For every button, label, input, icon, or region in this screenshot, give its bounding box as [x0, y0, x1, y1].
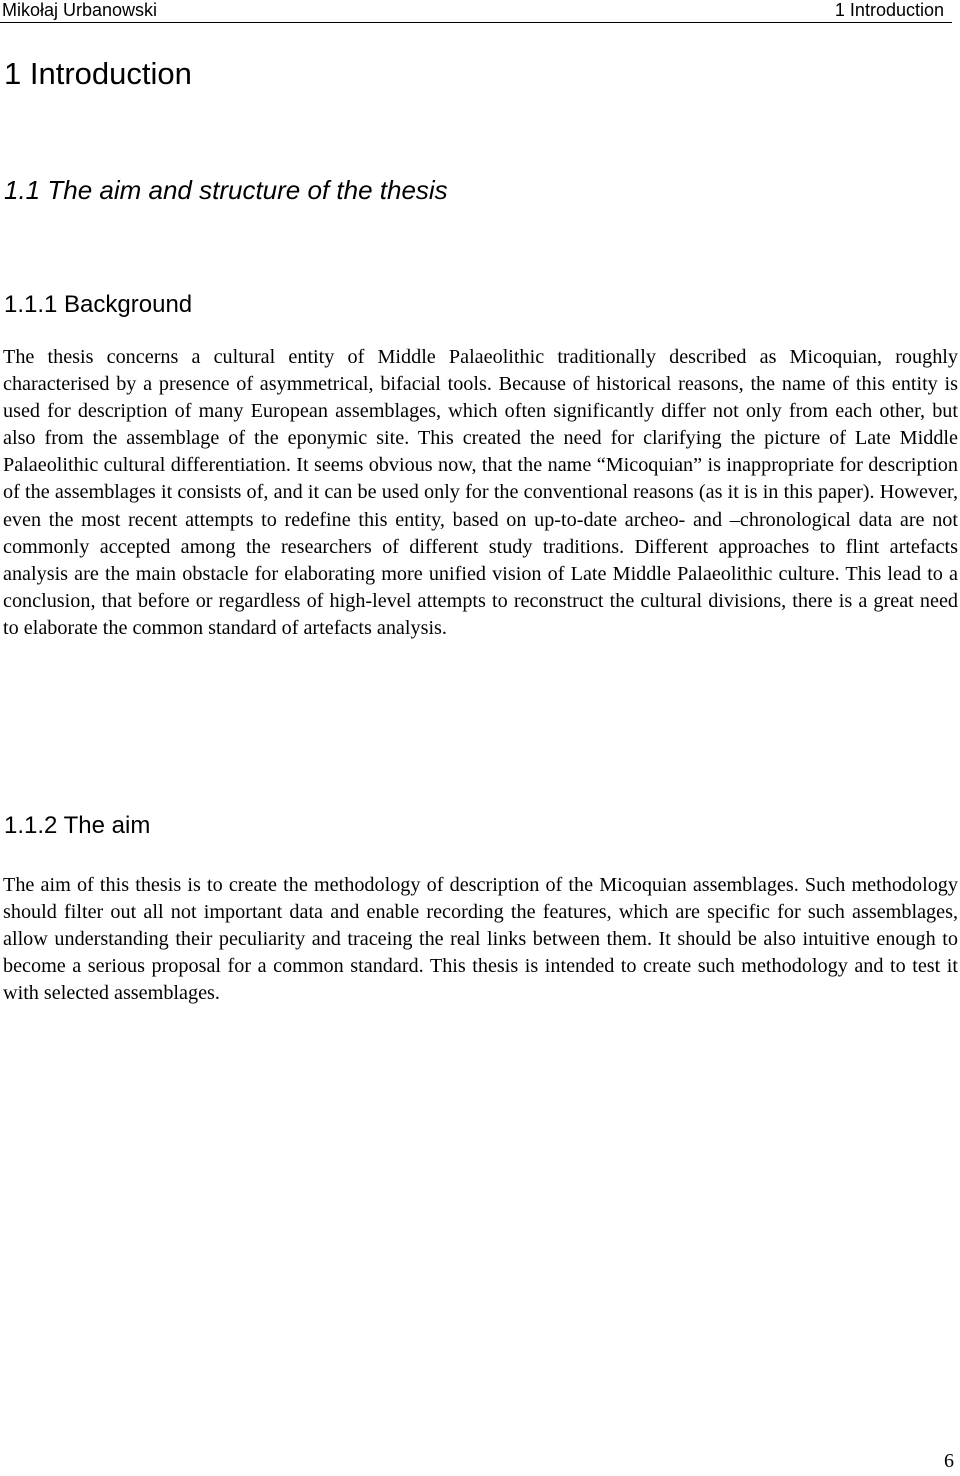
running-header [0, 0, 952, 23]
section-heading: 1.1 The aim and structure of the thesis [4, 175, 448, 205]
header-author: Mikołaj Urbanowski [2, 0, 158, 20]
paragraph-aim: The aim of this thesis is to create the methodology of description of the Micoquian assemblages. Such methodology should filter out all not important data and enable recording the features, which are specific for such assemblages, allow understanding their peculiarity and traceing the real links between them. It should be also intuitive enough to become a serious proposal for a common standard. This thesis is intended to create such methodology and to test it with selected assemblages. [3, 874, 958, 1005]
subsection-heading-background: 1.1.1 Background [4, 291, 193, 318]
subsection-heading-aim: 1.1.2 The aim [4, 812, 151, 839]
page-number: 6 [944, 1450, 954, 1472]
paragraph-background: The thesis concerns a cultural entity of Middle Palaeolithic traditionally described as Micoquian, roughly characterised by a presence of asymmetrical, bifacial tools. Because of historical reasons, the name of this entity is used for description of many European assemblages, which often significantly differ not only from each other, but also from the assemblage of the eponymic site. This created the need for clarifying the picture of Late Middle Palaeolithic cultural differentiation. It seems obvious now, that the name “Micoquian” is inappropriate for description of the assemblages it consists of, and it can be used only for the conventional reasons (as it is in this paper). However, even the most recent attempts to redefine this entity, based on up-to-date archeo- and –chronological data are not commonly accepted among the researchers of different study traditions. Different approaches to flint artefacts analysis are the main obstacle for elaborating more unified vision of Late Middle Palaeolithic culture. This lead to a conclusion, that before or regardless of high-level attempts to reconstruct the cultural divisions, there is a great need to elaborate the common standard of artefacts analysis. [3, 346, 958, 639]
chapter-heading: 1 Introduction [4, 56, 192, 91]
header-chapter: 1 Introduction [834, 0, 944, 20]
